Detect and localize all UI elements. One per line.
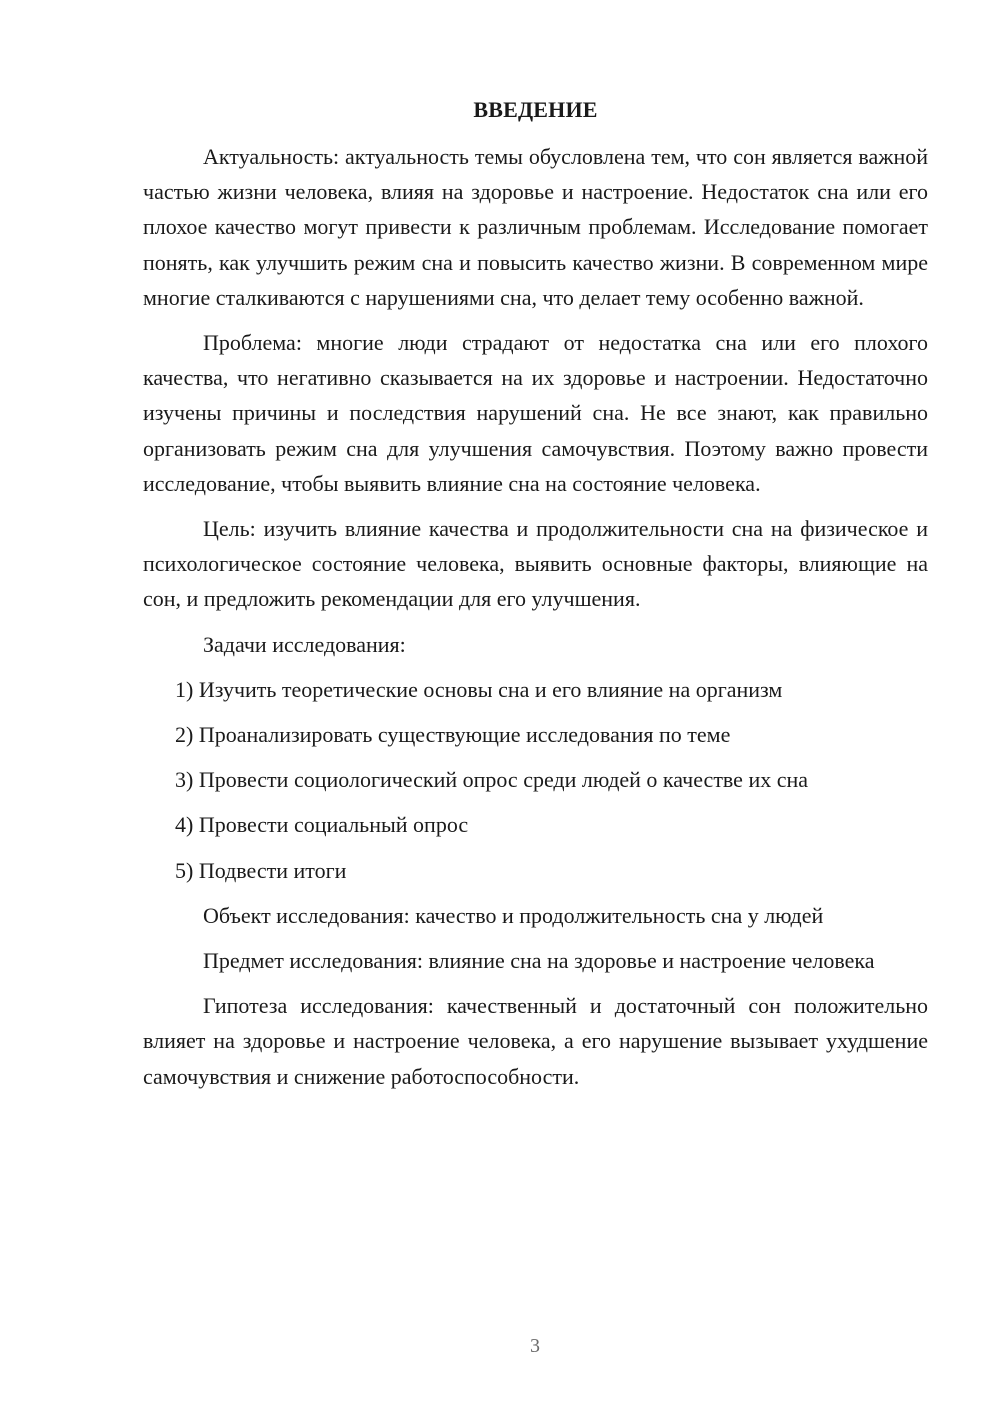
tasks-list — [143, 672, 928, 888]
task-item: 2) Проанализировать существующие исследования по теме — [175, 722, 731, 748]
task-item: 5) Подвести итоги — [175, 857, 347, 883]
relevance-paragraph: Актуальность: актуальность темы обусловлена тем, что сон является важной частью жизни человека, влияя на здоровье и настроение. Недостаток сна или его плохое качество могут привести к различным проблемам. Исследование помогает понять, как улучшить режим сна и повысить качество жизни. В современном мире многие сталкиваются с нарушениями сна, что делает тему особенно важной. — [143, 144, 928, 310]
page-content — [143, 95, 928, 1104]
hypothesis-paragraph: Гипотеза исследования: качественный и достаточный сон положительно влияет на здоровье и настроение человека, а его нарушение вызывает ухудшение самочувствия и снижение работоспособности. — [143, 993, 928, 1089]
tasks-intro: Задачи исследования: — [203, 631, 406, 657]
task-item: 3) Провести социологический опрос среди людей о качестве их сна — [175, 767, 809, 793]
goal-paragraph: Цель: изучить влияние качества и продолжительности сна на физическое и психологическое состояние человека, выявить основные факторы, влияющие на сон, и предложить рекомендации для его улучшения. — [143, 516, 928, 612]
task-item: 4) Провести социальный опрос — [175, 812, 469, 838]
page-number: 3 — [530, 1335, 540, 1357]
object-paragraph: Объект исследования: качество и продолжительность сна у людей — [203, 902, 824, 928]
task-item: 1) Изучить теоретические основы сна и его влияние на организм — [175, 676, 783, 702]
section-heading: ВВЕДЕНИЕ — [473, 97, 598, 122]
problem-paragraph: Проблема: многие люди страдают от недостатка сна или его плохого качества, что негативно сказывается на их здоровье и настроении. Недостаточно изучены причины и последствия нарушений сна. Не все знают, как правильно организовать режим сна для улучшения самочувствия. Поэтому важно провести исследование, чтобы выявить влияние сна на состояние человека. — [143, 330, 928, 496]
subject-paragraph: Предмет исследования: влияние сна на здоровье и настроение человека — [203, 948, 875, 974]
